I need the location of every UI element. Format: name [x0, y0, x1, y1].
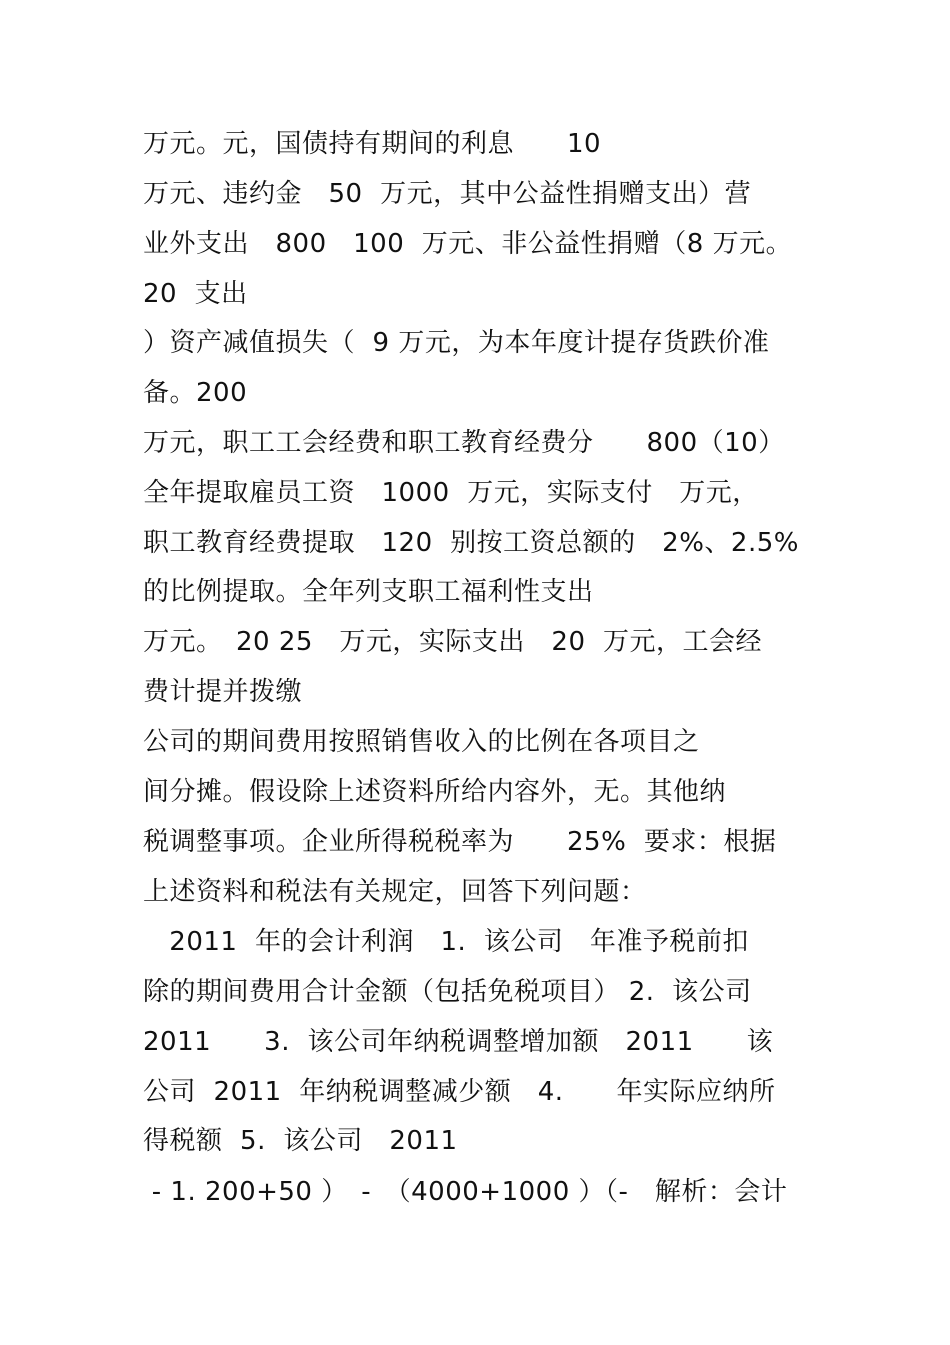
text-line: 万元、违约金 50 万元，其中公益性捐赠支出）营	[143, 179, 752, 209]
text-line: 2011 3. 该公司年纳税调整增加额 2011 该	[143, 1027, 774, 1057]
text-line: 间分摊。假设除上述资料所给内容外，无。其他纳	[143, 777, 727, 807]
text-line: 职工教育经费提取 120 别按工资总额的 2%、2.5%	[143, 528, 799, 558]
text-line: 公司的期间费用按照销售收入的比例在各项目之	[143, 727, 700, 757]
text-line: 备。200	[143, 378, 248, 408]
text-line: 万元。 20 25 万元，实际支出 20 万元，工会经	[143, 627, 763, 657]
text-line: 2011 年的会计利润 1. 该公司 年准予税前扣	[143, 927, 749, 957]
text-line: 得税额 5. 该公司 2011	[143, 1126, 458, 1156]
text-line: 的比例提取。全年列支职工福利性支出	[143, 577, 594, 607]
text-line: 上述资料和税法有关规定，回答下列问题：	[143, 877, 647, 907]
text-line: 税调整事项。企业所得税税率为 25% 要求：根据	[143, 827, 777, 857]
text-line: 费计提并拨缴	[143, 677, 303, 707]
text-line: 万元，职工工会经费和职工教育经费分 800（10）	[143, 428, 785, 458]
text-line: 全年提取雇员工资 1000 万元，实际支付 万元，	[143, 478, 759, 508]
text-line: - 1. 200+50 ） - （4000+1000 ）（- 解析：会计	[143, 1177, 788, 1207]
text-line: 万元。元，国债持有期间的利息 10	[143, 129, 602, 159]
text-line: 20 支出	[143, 279, 248, 309]
text-line: 公司 2011 年纳税调整减少额 4. 年实际应纳所	[143, 1077, 776, 1107]
text-line: 业外支出 800 100 万元、非公益性捐赠（8 万元。	[143, 229, 793, 259]
text-line: ）资产减值损失（ 9 万元，为本年度计提存货跌价准	[143, 328, 770, 358]
text-line: 除的期间费用合计金额（包括免税项目） 2. 该公司	[143, 977, 752, 1007]
